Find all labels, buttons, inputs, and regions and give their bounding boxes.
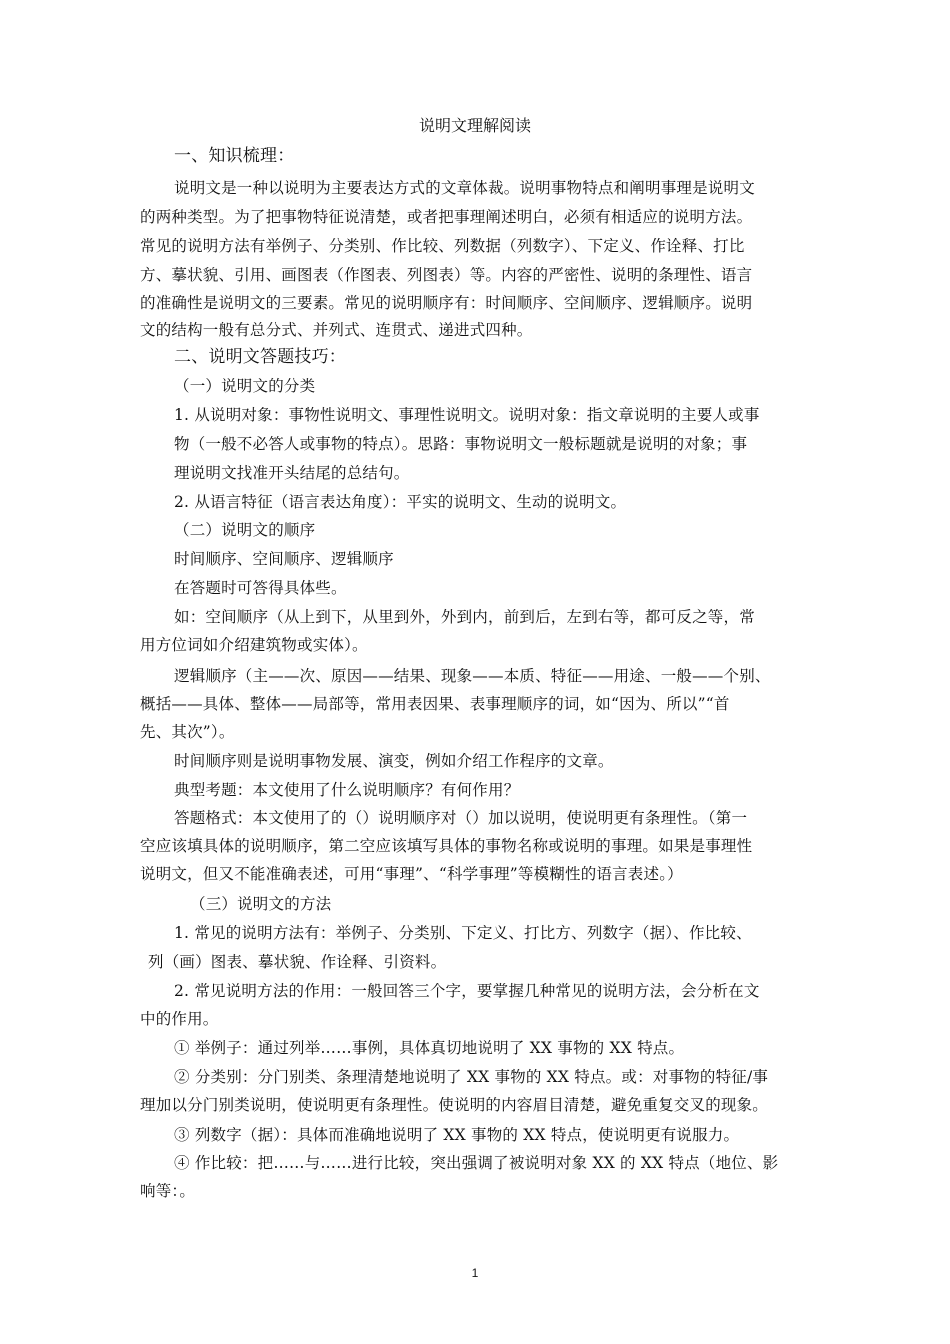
text-line: ① 举例子：通过列举……事例，具体真切地说明了 XX 事物的 XX 特点。 xyxy=(174,1039,685,1057)
text-line: 用方位词如介绍建筑物或实体）。 xyxy=(140,636,368,654)
heading-skills: 二、说明文答题技巧： xyxy=(174,347,346,367)
text-line: 说明文是一种以说明为主要表达方式的文章体裁。说明事物特点和阐明事理是说明文 xyxy=(174,179,755,197)
text-line: 概括——具体、整体——局部等，常用表因果、表事理顺序的词，如“因为、所以”“首 xyxy=(140,695,730,713)
text-line: 理加以分门别类说明，使说明更有条理性。使说明的内容眉目清楚，避免重复交叉的现象。 xyxy=(140,1096,769,1114)
subheading: （三）说明文的方法 xyxy=(190,895,332,913)
text-line: ④ 作比较：把……与……进行比较，突出强调了被说明对象 XX 的 XX 特点（地位、影 xyxy=(174,1154,779,1172)
text-line: 方、摹状貌、引用、画图表（作图表、列图表）等。内容的严密性、说明的条理性、语言 xyxy=(140,266,753,284)
text-line: 如：空间顺序（从上到下，从里到外，外到内，前到后，左到右等，都可反之等，常 xyxy=(174,608,755,626)
text-line: 1. 常见的说明方法有：举例子、分类别、下定义、打比方、列数字（据）、作比较、 xyxy=(174,924,752,942)
text-line: 物（一般不必答人或事物的特点）。思路：事物说明文一般标题就是说明的对象；事 xyxy=(174,435,748,453)
text-line: ② 分类别：分门别类、条理清楚地说明了 XX 事物的 XX 特点。或：对事物的特征/事 xyxy=(174,1068,769,1086)
subheading: （二）说明文的顺序 xyxy=(174,521,316,539)
text-line: 典型考题：本文使用了什么说明顺序？有何作用？ xyxy=(174,781,520,799)
text-line: 文的结构一般有总分式、并列式、连贯式、递进式四种。 xyxy=(140,321,533,339)
text-line: 2. 常见说明方法的作用：一般回答三个字，要掌握几种常见的说明方法，会分析在文 xyxy=(174,982,760,1000)
text-line: 中的作用。 xyxy=(140,1010,219,1028)
text-line: 在答题时可答得具体些。 xyxy=(174,579,347,597)
subheading: （一）说明文的分类 xyxy=(174,377,316,395)
text-line: 说明文，但又不能准确表述，可用“事理”、“科学事理”等模糊性的语言表述。） xyxy=(140,865,683,883)
text-line: ③ 列数字（据）：具体而准确地说明了 XX 事物的 XX 特点，使说明更有说服力。 xyxy=(174,1126,740,1144)
text-line: 的准确性是说明文的三要素。常见的说明顺序有：时间顺序、空间顺序、逻辑顺序。说明 xyxy=(140,294,753,312)
text-line: 时间顺序、空间顺序、逻辑顺序 xyxy=(174,550,394,568)
text-line: 答题格式：本文使用了的（）说明顺序对（）加以说明，使说明更有条理性。（第一 xyxy=(174,809,748,827)
text-line: 逻辑顺序（主——次、原因——结果、现象——本质、特征——用途、一般——个别、 xyxy=(174,667,771,685)
text-line: 先、其次”）。 xyxy=(140,723,235,741)
text-line: 2. 从语言特征（语言表达角度）：平实的说明文、生动的说明文。 xyxy=(174,493,627,511)
text-line: 响等：。 xyxy=(140,1182,196,1200)
text-line: 列（画）图表、摹状貌、作诠释、引资料。 xyxy=(148,953,447,971)
document-title: 说明文理解阅读 xyxy=(418,116,531,135)
text-line: 常见的说明方法有举例子、分类别、作比较、列数据（列数字）、下定义、作诠释、打比 xyxy=(140,237,745,255)
text-line: 理说明文找准开头结尾的总结句。 xyxy=(174,464,410,482)
page-number: 1 xyxy=(471,1266,479,1280)
heading-knowledge: 一、知识梳理： xyxy=(174,146,295,166)
text-line: 1. 从说明对象：事物性说明文、事理性说明文。说明对象：指文章说明的主要人或事 xyxy=(174,406,760,424)
text-line: 的两种类型。为了把事物特征说清楚，或者把事理阐述明白，必须有相适应的说明方法。 xyxy=(140,208,753,226)
text-line: 空应该填具体的说明顺序，第二空应该填写具体的事物名称或说明的事理。如果是事理性 xyxy=(140,837,753,855)
text-line: 时间顺序则是说明事物发展、演变，例如介绍工作程序的文章。 xyxy=(174,752,614,770)
